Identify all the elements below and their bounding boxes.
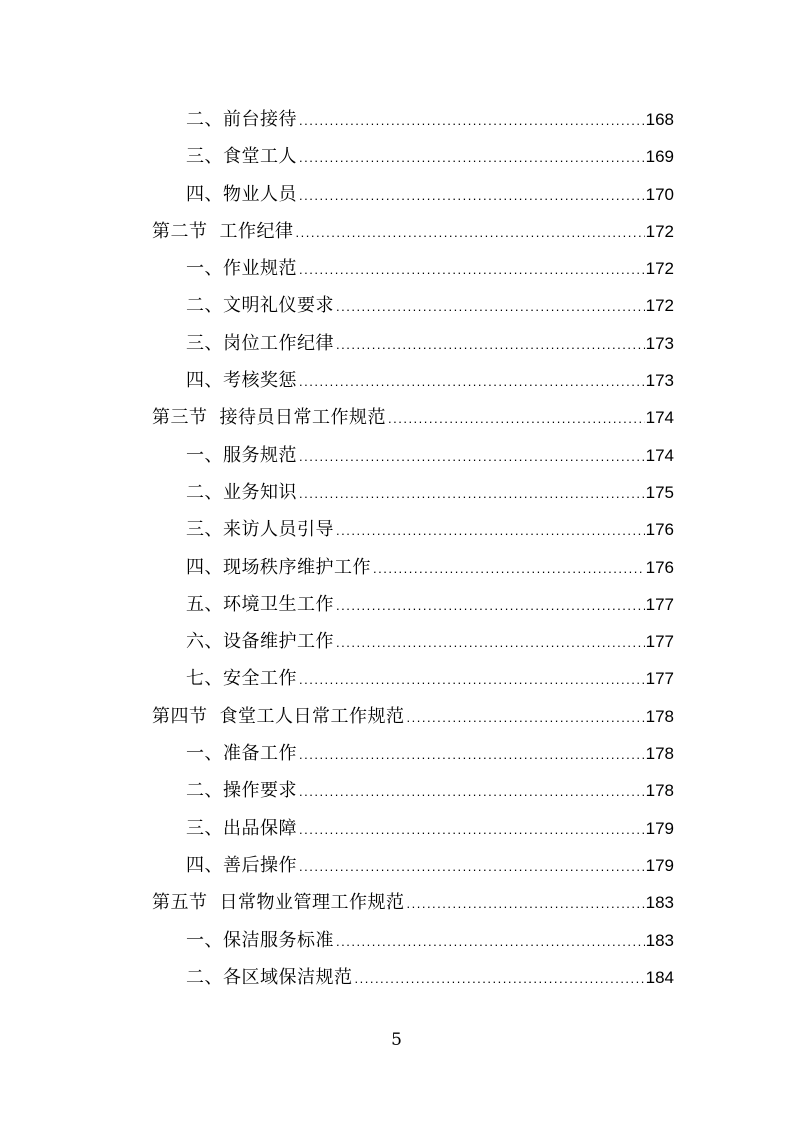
- toc-entry-prefix: 第三节: [152, 407, 208, 429]
- toc-entry-label: 作业规范: [223, 258, 297, 280]
- toc-entry-label: 食堂工人日常工作规范: [219, 705, 405, 727]
- toc-entry-title: [186, 623, 334, 660]
- toc-item-entry[interactable]: [152, 922, 674, 959]
- toc-entry-page: 176: [645, 520, 674, 540]
- toc-section-entry[interactable]: [152, 698, 674, 735]
- toc-dot-leader: [299, 177, 645, 214]
- toc-entry-prefix: 第五节: [152, 892, 208, 914]
- toc-entry-label: 业务知识: [223, 481, 297, 503]
- toc-entry-title: [186, 922, 334, 959]
- toc-entry-title: [186, 362, 297, 399]
- toc-entry-title: [186, 810, 297, 847]
- toc-entry-prefix: 一、: [186, 743, 223, 765]
- toc-entry-prefix: 第四节: [152, 705, 208, 727]
- toc-dot-leader: [299, 811, 645, 848]
- toc-entry-page: 172: [645, 296, 674, 316]
- toc-dot-leader: [336, 587, 645, 624]
- toc-entry-prefix: 二、: [186, 780, 223, 802]
- toc-entry-title: [186, 325, 334, 362]
- toc-entry-title: [186, 250, 297, 287]
- toc-entry-label: 前台接待: [223, 109, 297, 130]
- toc-dot-leader: [373, 550, 645, 587]
- toc-entry-prefix: 三、: [186, 817, 223, 839]
- toc-entry-prefix: 二、: [186, 295, 223, 317]
- toc-item-entry[interactable]: [152, 847, 674, 884]
- toc-entry-title: [186, 549, 371, 586]
- toc-entry-title: [152, 399, 386, 436]
- toc-entry-page: 176: [645, 557, 674, 577]
- toc-entry-prefix: 四、: [186, 370, 223, 392]
- toc-entry-title: [186, 847, 297, 884]
- toc-entry-page: 172: [645, 221, 674, 241]
- toc-entry-prefix: 四、: [186, 854, 223, 876]
- toc-entry-title: [186, 101, 297, 138]
- toc-entry-page: 175: [645, 482, 674, 502]
- toc-section-entry[interactable]: [152, 884, 674, 921]
- toc-item-entry[interactable]: [152, 250, 674, 287]
- toc-entry-prefix: 四、: [186, 556, 223, 578]
- toc-entry-label: 各区域保洁规范: [223, 966, 353, 988]
- toc-entry-page: 183: [645, 893, 674, 913]
- toc-entry-label: 环境卫生工作: [223, 593, 334, 615]
- toc-entry-prefix: 二、: [186, 481, 223, 503]
- toc-section-entry[interactable]: [152, 213, 674, 250]
- toc-item-entry[interactable]: [152, 287, 674, 324]
- toc-entry-title: [186, 437, 297, 474]
- toc-entry-page: 177: [645, 669, 674, 689]
- toc-entry-title: [186, 176, 297, 213]
- toc-entry-title: [186, 586, 334, 623]
- toc-item-entry[interactable]: [152, 101, 674, 138]
- toc-dot-leader: [299, 736, 645, 773]
- toc-dot-leader: [388, 400, 645, 437]
- toc-entry-label: 出品保障: [223, 817, 297, 839]
- toc-dot-leader: [299, 139, 645, 176]
- toc-item-entry[interactable]: [152, 511, 674, 548]
- toc-item-entry[interactable]: [152, 586, 674, 623]
- toc-entry-prefix: 三、: [186, 332, 223, 354]
- toc-item-entry[interactable]: [152, 138, 674, 175]
- toc-entry-title: [186, 287, 334, 324]
- page-number: 5: [391, 1030, 402, 1050]
- toc-entry-page: 184: [645, 967, 674, 987]
- toc-entry-prefix: 二、: [186, 109, 223, 130]
- toc-dot-leader: [407, 699, 645, 736]
- toc-entry-label: 安全工作: [223, 668, 297, 690]
- toc-entry-label: 接待员日常工作规范: [219, 407, 386, 429]
- toc-entry-label: 善后操作: [223, 854, 297, 876]
- toc-item-entry[interactable]: [152, 772, 674, 809]
- toc-dot-leader: [336, 512, 645, 549]
- toc-dot-leader: [299, 251, 645, 288]
- toc-entry-title: [152, 213, 294, 250]
- toc-entry-prefix: 三、: [186, 146, 223, 168]
- toc-entry-label: 服务规范: [223, 444, 297, 466]
- toc-entry-label: 日常物业管理工作规范: [219, 892, 405, 914]
- toc-entry-label: 物业人员: [223, 183, 297, 205]
- toc-dot-leader: [336, 288, 645, 325]
- toc-entry-label: 文明礼仪要求: [223, 295, 334, 317]
- toc-dot-leader: [336, 624, 645, 661]
- toc-entry-prefix: 四、: [186, 183, 223, 205]
- toc-entry-page: 170: [645, 184, 674, 204]
- toc-dot-leader: [299, 438, 645, 475]
- toc-entry-title: [186, 474, 297, 511]
- toc-entry-label: 准备工作: [223, 743, 297, 765]
- toc-entry-page: 174: [645, 408, 674, 428]
- toc-entry-title: [186, 735, 297, 772]
- toc-entry-title: [186, 511, 334, 548]
- toc-entry-page: 179: [645, 818, 674, 838]
- toc-entry-prefix: 五、: [186, 593, 223, 615]
- toc-entry-page: 169: [645, 147, 674, 167]
- toc-item-entry[interactable]: [152, 474, 674, 511]
- toc-entry-title: [186, 772, 297, 809]
- toc-dot-leader: [299, 661, 645, 698]
- toc-entry-prefix: 第二节: [152, 220, 208, 242]
- toc-entry-prefix: 一、: [186, 444, 223, 466]
- toc-dot-leader: [299, 848, 645, 885]
- toc-entry-page: 178: [645, 706, 674, 726]
- toc-entry-label: 保洁服务标准: [223, 929, 334, 951]
- toc-entry-page: 174: [645, 445, 674, 465]
- toc-item-entry[interactable]: [152, 362, 674, 399]
- toc-dot-leader: [407, 885, 645, 922]
- toc-item-entry[interactable]: [152, 325, 674, 362]
- toc-dot-leader: [299, 363, 645, 400]
- toc-entry-title: [152, 884, 405, 921]
- toc-entry-title: [152, 698, 405, 735]
- toc-entry-page: 173: [645, 371, 674, 391]
- toc-section-entry[interactable]: [152, 399, 674, 436]
- toc-entry-page: 178: [645, 744, 674, 764]
- toc-item-entry[interactable]: [152, 437, 674, 474]
- toc-entry-prefix: 一、: [186, 258, 223, 280]
- toc-item-entry[interactable]: [152, 660, 674, 697]
- toc-entry-title: [186, 959, 353, 996]
- toc-entry-label: 现场秩序维护工作: [223, 556, 371, 578]
- toc-item-entry[interactable]: [152, 549, 674, 586]
- toc-entry-page: 177: [645, 594, 674, 614]
- toc-entry-label: 设备维护工作: [223, 631, 334, 653]
- toc-entry-page: 177: [645, 632, 674, 652]
- toc-entry-prefix: 一、: [186, 929, 223, 951]
- toc-dot-leader: [299, 475, 645, 512]
- toc-entry-page: 172: [645, 259, 674, 279]
- toc-dot-leader: [336, 326, 645, 363]
- toc-entry-label: 操作要求: [223, 780, 297, 802]
- toc-dot-leader: [355, 960, 645, 997]
- toc-entry-label: 食堂工人: [223, 146, 297, 168]
- toc-entry-page: 168: [645, 110, 674, 129]
- toc-entry-page: 179: [645, 855, 674, 875]
- toc-entry-label: 来访人员引导: [223, 519, 334, 541]
- toc-item-entry[interactable]: [152, 176, 674, 213]
- toc-entry-page: 178: [645, 781, 674, 801]
- toc-entry-prefix: 三、: [186, 519, 223, 541]
- toc-entry-label: 考核奖惩: [223, 370, 297, 392]
- toc-dot-leader: [299, 102, 645, 139]
- toc-dot-leader: [336, 923, 645, 960]
- toc-dot-leader: [296, 214, 645, 251]
- toc-dot-leader: [299, 773, 645, 810]
- toc-item-entry[interactable]: [152, 735, 674, 772]
- toc-entry-label: 工作纪律: [219, 220, 294, 242]
- toc-entry-prefix: 六、: [186, 631, 223, 653]
- toc-entry-label: 岗位工作纪律: [223, 332, 334, 354]
- toc-entry-prefix: 二、: [186, 966, 223, 988]
- toc-entry-title: [186, 138, 297, 175]
- table-of-contents: [152, 101, 674, 996]
- toc-entry-page: 183: [645, 930, 674, 950]
- toc-item-entry[interactable]: [152, 959, 674, 996]
- toc-item-entry[interactable]: [152, 810, 674, 847]
- toc-item-entry[interactable]: [152, 623, 674, 660]
- toc-entry-page: 173: [645, 333, 674, 353]
- toc-entry-prefix: 七、: [186, 668, 223, 690]
- toc-entry-title: [186, 660, 297, 697]
